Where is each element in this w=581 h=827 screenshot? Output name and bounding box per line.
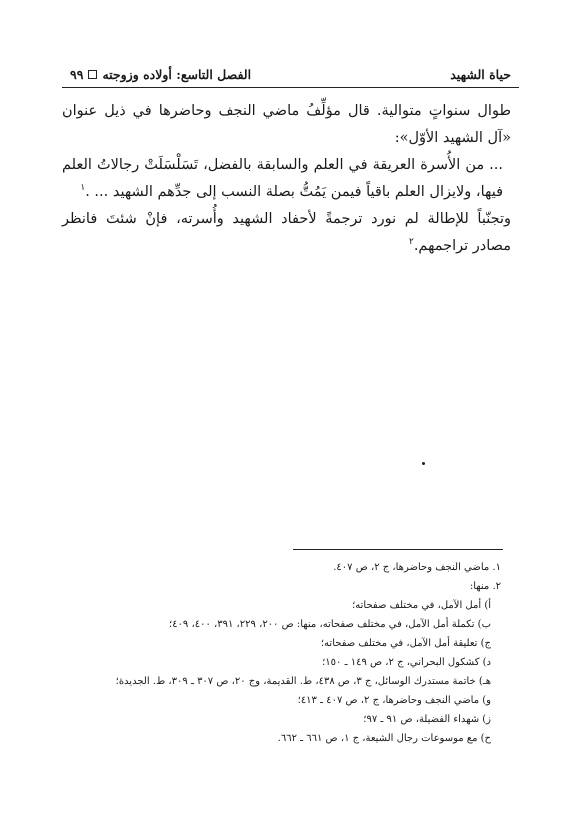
footnote-2-item: ز) شهداء الفضيلة، ص ٩١ ـ ٩٧؛ — [363, 714, 491, 725]
footnote-1: ١. ماضي النجف وحاضرها، ج ٢، ص ٤٠٧. — [333, 562, 501, 573]
chapter-title: الفصل التاسع: أولاده وزوجته — [102, 66, 252, 82]
footnote-2: ٢. منها: — [469, 581, 501, 592]
paragraph-2 — [62, 206, 511, 260]
chapter-heading — [70, 67, 251, 82]
footnote-ref-1[interactable]: ١ — [80, 183, 86, 194]
footnote-2-item: ح) مع موسوعات رجال الشيعة، ج ١، ص ٦٦١ ـ ٦٦٢. — [277, 733, 491, 744]
paragraph-1: طوال سنواتٍ متوالية. قال مؤلِّفُ ماضي النجف وحاضرها في ذيل عنوان «آل الشهيد الأوّل»: — [62, 103, 511, 146]
page-number: ٩٩ — [70, 66, 84, 82]
footnote-2-item: و) ماضي النجف وحاضرها، ج ٢، ص ٤٠٧ ـ ٤١٣؛ — [297, 695, 491, 706]
footnote-2-item: ب) تكملة أمل الآمل، في مختلف صفحاته، منها: ص ٢٠٠، ٢٢٩، ٣٩١، ٤٠٠، ٤٠٩؛ — [169, 619, 491, 630]
square-separator-icon — [88, 70, 97, 79]
footnote-2-item: أ) أمل الآمل، في مختلف صفحاته؛ — [352, 600, 491, 611]
book-title: حياة الشهيد — [450, 66, 511, 82]
quotation — [62, 152, 511, 206]
footnote-ref-2[interactable]: ٢ — [408, 237, 414, 248]
footnote-2-item: ج) تعليقة أمل الآمل، في مختلف صفحاته؛ — [320, 638, 491, 649]
footnotes — [62, 558, 501, 748]
quotation-text: ... من الأُسرة العريقة في العلم والسابقة بالفضل، تَسَلْسَلَتْ رجالاتُ العلم فيها، ولايزال العلم باقياً فيمن يَمُتُّ بصلة النسب إلى جدِّهم الشهيد ... . — [62, 157, 503, 200]
paragraph-2-text: وتجنّباً للإطالة لم نورد ترجمةً لأحفاد الشهيد وأُسرته، فإنْ شئتَ فانظر مصادر تراجمهم. — [62, 211, 511, 254]
stray-dot — [422, 462, 425, 465]
running-header — [70, 64, 511, 84]
footnote-2-item: د) كشكول البحراني، ج ٢، ص ١٤٩ ـ ١٥٠؛ — [322, 657, 491, 668]
footnote-2-item: هـ) خاتمة مستدرك الوسائل، ج ٣، ص ٤٣٨، ط. القديمة، وج ٢٠، ص ٣٠٧ ـ ٣٠٩، ط. الجديدة؛ — [115, 676, 491, 687]
main-text — [62, 98, 511, 260]
footnote-rule — [293, 549, 503, 550]
header-rule — [62, 87, 519, 88]
